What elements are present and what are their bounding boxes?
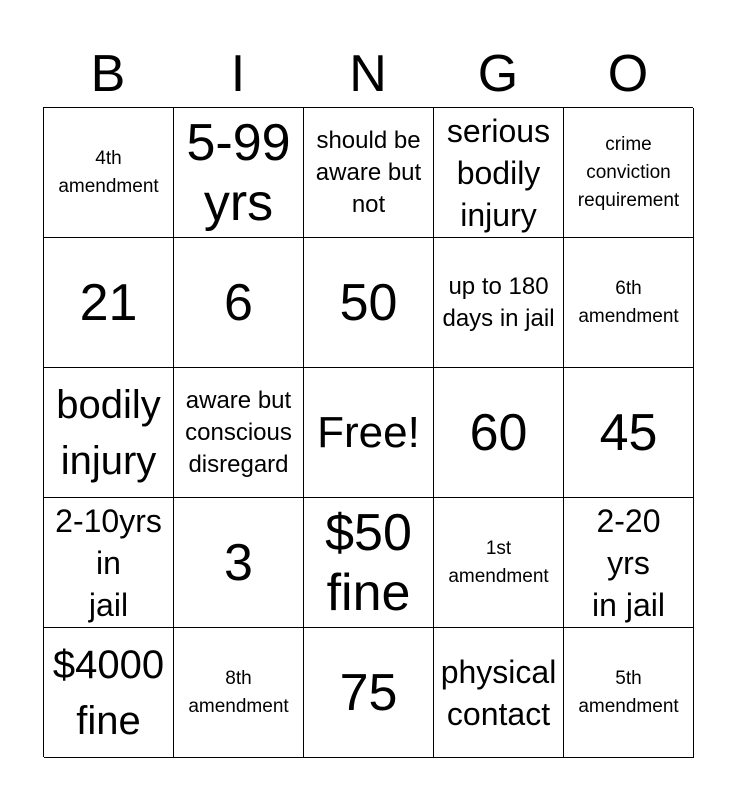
cell-text: 2-10yrs in jail: [55, 502, 162, 623]
cell-text: 45: [599, 403, 658, 462]
bingo-cell[interactable]: [304, 628, 434, 758]
cell-text: 4th amendment: [58, 147, 159, 197]
bingo-cell[interactable]: [44, 238, 174, 368]
cell-text: 6th amendment: [578, 277, 679, 327]
bingo-cell[interactable]: [174, 108, 304, 238]
bingo-header: [43, 42, 693, 106]
cell-text: 50: [339, 273, 398, 332]
header-letter-b: B: [90, 45, 126, 103]
cell-text: 60: [469, 403, 528, 462]
bingo-cell[interactable]: [434, 628, 564, 758]
cell-text: 21: [79, 273, 138, 332]
cell-text: up to 180 days in jail: [442, 272, 555, 332]
bingo-cell[interactable]: [564, 498, 694, 628]
cell-text: $4000 fine: [52, 642, 165, 743]
bingo-cell[interactable]: [304, 498, 434, 628]
bingo-cell[interactable]: [434, 498, 564, 628]
bingo-cell[interactable]: [564, 108, 694, 238]
bingo-cell[interactable]: [44, 628, 174, 758]
header-letter-g: G: [477, 45, 519, 103]
bingo-cell[interactable]: [174, 368, 304, 498]
cell-text: 3: [224, 533, 253, 592]
cell-text: 6: [224, 273, 253, 332]
bingo-cell[interactable]: [174, 238, 304, 368]
cell-text: crime conviction requirement: [577, 133, 680, 211]
cell-text: Free!: [317, 407, 420, 457]
header-letter-o: O: [607, 45, 649, 103]
cell-text: 8th amendment: [188, 667, 289, 717]
bingo-cell[interactable]: [174, 628, 304, 758]
bingo-cell[interactable]: [434, 108, 564, 238]
bingo-cell[interactable]: [434, 368, 564, 498]
bingo-cell[interactable]: [564, 238, 694, 368]
cell-text: 75: [339, 663, 398, 722]
cell-text: serious bodily injury: [446, 112, 551, 233]
bingo-cell[interactable]: [304, 238, 434, 368]
cell-text: $50 fine: [325, 503, 412, 622]
free-space-cell[interactable]: [304, 368, 434, 498]
bingo-cell[interactable]: [44, 498, 174, 628]
bingo-cell[interactable]: [174, 498, 304, 628]
cell-text: 2-20 yrs in jail: [592, 502, 665, 623]
bingo-cell[interactable]: [44, 368, 174, 498]
cell-text: 1st amendment: [448, 537, 549, 587]
bingo-cell[interactable]: [564, 368, 694, 498]
bingo-cell[interactable]: [44, 108, 174, 238]
header-letter-i: I: [230, 45, 246, 103]
bingo-cell[interactable]: [564, 628, 694, 758]
cell-text: bodily injury: [56, 382, 161, 483]
bingo-card-grid: [43, 107, 693, 757]
cell-text: 5-99 yrs: [186, 113, 291, 232]
bingo-cell[interactable]: [434, 238, 564, 368]
cell-text: aware but conscious disregard: [185, 386, 292, 478]
cell-text: 5th amendment: [578, 667, 679, 717]
header-letter-n: N: [349, 45, 387, 103]
bingo-cell[interactable]: [304, 108, 434, 238]
cell-text: physical contact: [440, 653, 557, 732]
cell-text: should be aware but not: [315, 126, 422, 218]
